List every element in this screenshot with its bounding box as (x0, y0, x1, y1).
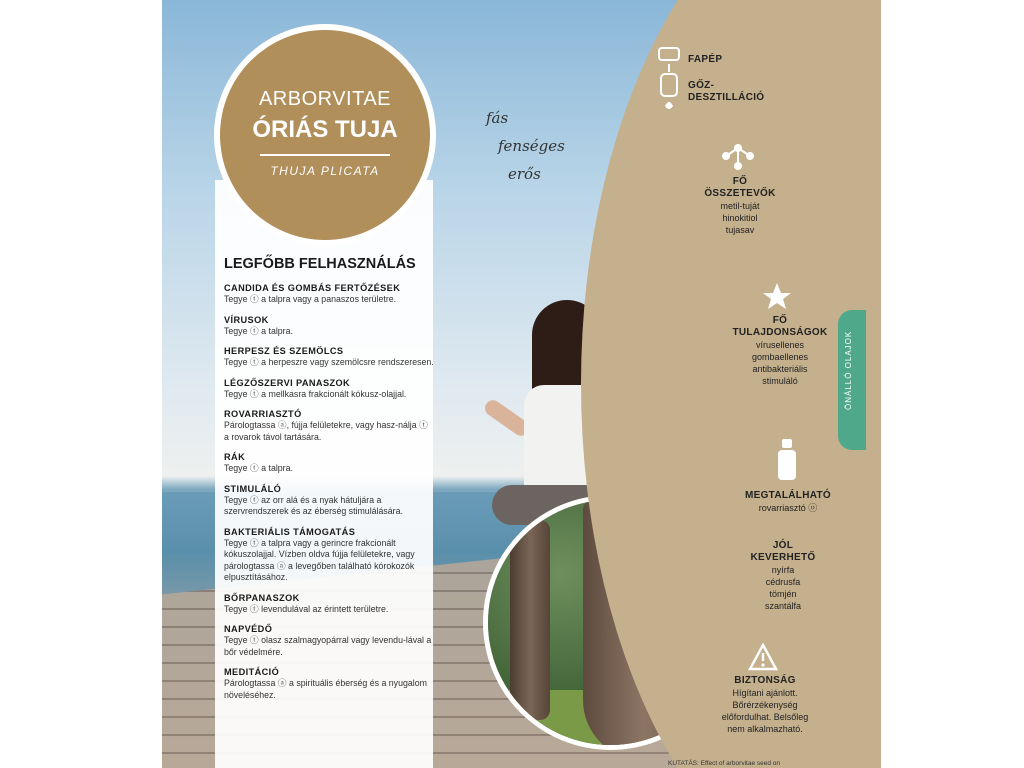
use-desc: Tegye ⓣ a talpra. (224, 463, 293, 473)
component: metil-tuját (720, 201, 760, 211)
property: vírusellenes (755, 340, 805, 350)
use-desc: Tegye ⓣ a mellkasra frakcionált kókusz-olajjal. (224, 388, 407, 399)
use-desc: Tegye ⓣ levendulával az érintett területre. (224, 603, 389, 614)
use-desc: Tegye ⓣ az orr alá és a nyak hátuljára a szervrendszerek és az éberség stimulálására. (224, 494, 403, 516)
use-item (224, 451, 434, 475)
use-item (224, 526, 434, 584)
method-label: DESZTILLÁCIÓ (688, 92, 765, 103)
use-desc: Tegye ⓣ a talpra vagy a gerincre frakcionált kókuszolajjal. Vízben oldva fújja felületekre, vagy párologtassa ⓐ a levegőben található kórokozók elpusztításához. (224, 537, 415, 582)
use-title: VÍRUSOK (224, 314, 269, 325)
components-info (700, 176, 780, 236)
use-title: HERPESZ ÉS SZEMÖLCS (224, 346, 344, 356)
use-title: MEDITÁCIÓ (224, 667, 280, 677)
properties-info (730, 315, 830, 387)
use-title: ROVARRIASZTÓ (224, 409, 302, 419)
section-tab[interactable] (838, 310, 866, 450)
use-title: NAPVÉDŐ (224, 624, 273, 634)
badge-divider (260, 154, 390, 156)
use-desc: Párologtassa ⓐ a spirituális éberség és a nyugalom növeléséhez. (224, 678, 427, 700)
use-title: LÉGZŐSZERVI PANASZOK (224, 377, 351, 388)
use-desc: Tegye ⓣ a herpeszre vagy szemölcsre rendszeresen. (224, 357, 434, 367)
source-info (688, 54, 764, 104)
latin-name: THUJA PLICATA (270, 164, 380, 178)
blend: nyírfa (771, 565, 795, 575)
properties-label: TULAJDONSÁGOK (732, 327, 828, 338)
use-desc: Tegye ⓣ olasz szalmagyopárral vagy levendu-lával a bőr védelmére. (224, 635, 432, 657)
use-desc: Párologtassa ⓐ, fújja felületekre, vagy hasz-nálja ⓣ a rovarok távol tartására. (224, 420, 428, 442)
source-label: FAPÉP (688, 54, 723, 65)
use-item (224, 483, 434, 518)
blend: szantálfa (764, 601, 802, 611)
blend: tömjén (769, 589, 797, 599)
tagline-word: fenséges (498, 137, 565, 155)
use-item (224, 666, 434, 701)
blends-info (738, 540, 828, 612)
wood-distillation-icon (655, 44, 685, 116)
found-in-info (738, 490, 838, 514)
blends-label: KEVERHETŐ (750, 552, 816, 563)
molecule-icon (718, 140, 760, 172)
use-desc: Tegye ⓣ a talpra vagy a panaszos területre. (224, 294, 397, 304)
use-title: BŐRPANASZOK (224, 592, 300, 603)
use-title: CANDIDA ÉS GOMBÁS FERTŐZÉSEK (224, 283, 401, 293)
top-uses (224, 256, 434, 709)
star-icon (762, 282, 792, 310)
properties-label: FŐ (772, 315, 788, 326)
use-item (224, 282, 434, 306)
safety-info (715, 675, 815, 735)
property: antibakteriális (752, 364, 808, 374)
property: stimuláló (762, 376, 798, 386)
use-title: STIMULÁLÓ (224, 483, 282, 494)
component: hinokitiol (722, 213, 758, 223)
property: gombaellenes (751, 352, 809, 362)
tagline-word: erős (508, 165, 541, 183)
use-title: RÁK (224, 452, 246, 462)
section-tab-label: ÖNÁLLÓ OLAJOK (844, 330, 853, 410)
safety-line: előfordulhat. Belsőleg (721, 712, 809, 722)
bottle-icon (775, 438, 799, 482)
blends-label: JÓL (772, 540, 794, 551)
safety-label: BIZTONSÁG (734, 675, 796, 686)
use-title: BAKTERIÁLIS TÁMOGATÁS (224, 526, 356, 537)
tagline-word: fás (486, 109, 509, 127)
use-item (224, 314, 434, 338)
uses-heading: LEGFŐBB FELHASZNÁLÁS (224, 256, 416, 272)
use-item (224, 592, 434, 616)
use-item (224, 345, 434, 369)
found-in-value: rovarriasztó ⓞ (758, 503, 818, 513)
english-name: ARBORVITAE (258, 88, 392, 110)
method-label: GŐZ- (688, 80, 715, 91)
components-label: ÖSSZETEVŐK (704, 188, 776, 199)
blend: cédrusfa (765, 577, 801, 587)
warning-icon (748, 643, 778, 671)
found-in-label: MEGTALÁLHATÓ (745, 490, 831, 501)
components-label: FŐ (732, 176, 748, 187)
use-item (224, 377, 434, 401)
use-item (224, 623, 434, 658)
safety-line: Bőrérzékenység (732, 700, 798, 710)
research-footnote: KUTATÁS: Effect of arborvitae seed on (668, 760, 780, 767)
use-desc: Tegye ⓣ a talpra. (224, 325, 293, 336)
tagline (482, 104, 565, 188)
use-item (224, 408, 434, 443)
hungarian-name: ÓRIÁS TUJA (252, 116, 398, 143)
brand-badge (220, 30, 430, 240)
safety-line: nem alkalmazható. (727, 724, 803, 734)
safety-line: Hígítani ajánlott. (732, 688, 798, 698)
component: tujasav (725, 225, 755, 235)
